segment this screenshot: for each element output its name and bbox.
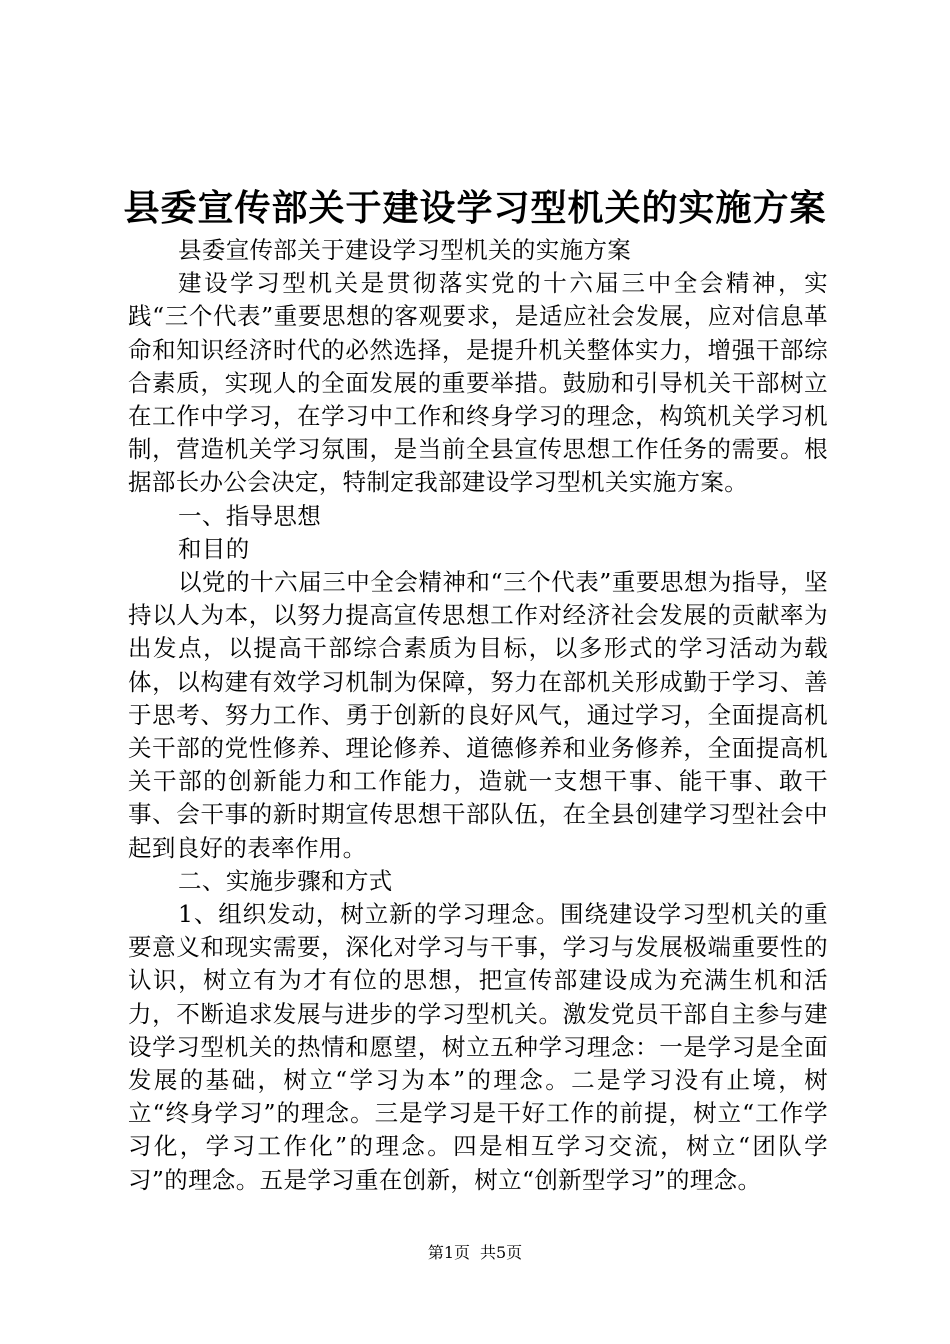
page-total: 共5页 bbox=[480, 1243, 523, 1262]
section-heading-guiding-thought: 一、指导思想 bbox=[178, 501, 322, 530]
body-paragraph-step-1: 1、组织发动，树立新的学习理念。围绕建设学习型机关的重要意义和现实需要，深化对学习与干事，学习与发展极端重要性的认识，树立有为才有位的思想，把宣传部建设成为充满生机和活力，不断追求发展与进步的学习型机关。激发党员干部自主参与建设学习型机关的热情和愿望，树立五种学习理念：一是学习是全面发展的基础，树立“学习为本”的理念。二是学习没有止境，树立“终身学习”的理念。三是学习是干好工作的前提，树立“工作学习化，学习工作化”的理念。四是相互学习交流，树立“团队学习”的理念。五是学习重在创新，树立“创新型学习”的理念。 bbox=[128, 900, 828, 1194]
body-paragraph-guiding-thought: 以党的十六届三中全会精神和“三个代表”重要思想为指导，坚持以人为本，以努力提高宣传思想工作对经济社会发展的贡献率为出发点，以提高干部综合素质为目标，以多形式的学习活动为载体，以构建有效学习机制为保障，努力在部机关形成勤于学习、善于思考、努力工作、勇于创新的良好风气，通过学习，全面提高机关干部的党性修养、理论修养、道德修养和业务修养，全面提高机关干部的创新能力和工作能力，造就一支想干事、能干事、敢干事、会干事的新时期宣传思想干部队伍，在全县创建学习型社会中起到良好的表率作用。 bbox=[128, 568, 828, 862]
body-paragraph-subtitle: 县委宣传部关于建设学习型机关的实施方案 bbox=[178, 236, 632, 264]
document-title: 县委宣传部关于建设学习型机关的实施方案 bbox=[123, 188, 827, 229]
section-heading-steps: 二、实施步骤和方式 bbox=[178, 866, 393, 895]
page-footer bbox=[0, 1242, 950, 1264]
body-paragraph-intro: 建设学习型机关是贯彻落实党的十六届三中全会精神，实践“三个代表”重要思想的客观要求，是适应社会发展，应对信息革命和知识经济时代的必然选择，是提升机关整体实力，增强干部综合素质，实现人的全面发展的重要举措。鼓励和引导机关干部树立在工作中学习，在学习中工作和终身学习的理念，构筑机关学习机制，营造机关学习氛围，是当前全县宣传思想工作任务的需要。根据部长办公会决定，特制定我部建设学习型机关实施方案。 bbox=[128, 269, 828, 497]
section-heading-continuation: 和目的 bbox=[178, 534, 250, 563]
page-number: 第1页 bbox=[427, 1243, 470, 1262]
document-body bbox=[128, 234, 828, 1197]
